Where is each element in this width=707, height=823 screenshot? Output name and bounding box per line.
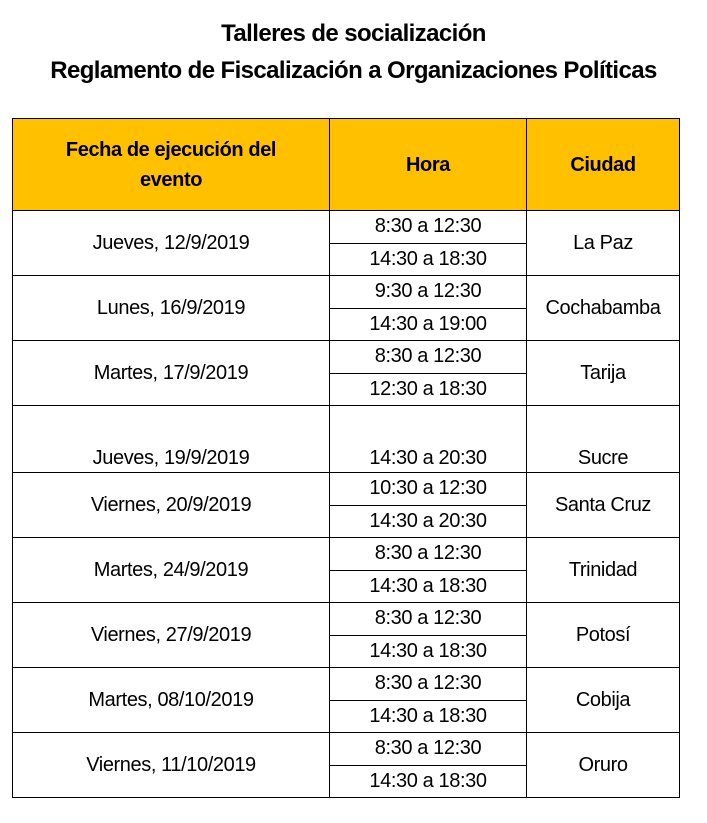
time-cell: 14:30 a 18:30 (330, 243, 527, 276)
table-row (13, 406, 680, 473)
time-cell: 8:30 a 12:30 (330, 538, 527, 571)
time-cell: 14:30 a 18:30 (330, 765, 527, 798)
table-row (13, 733, 680, 766)
table-row (13, 603, 680, 636)
table-row (13, 668, 680, 701)
table-row (13, 276, 680, 309)
header-city: Ciudad (527, 119, 680, 211)
title-line-1: Talleres de socialización (221, 20, 486, 47)
date-cell: Martes, 24/9/2019 (13, 538, 330, 603)
city-cell: Trinidad (527, 538, 680, 603)
header-row (13, 119, 680, 211)
time-cell: 8:30 a 12:30 (330, 341, 527, 374)
header-time: Hora (330, 119, 527, 211)
time-cell: 9:30 a 12:30 (330, 276, 527, 309)
city-cell: Oruro (527, 733, 680, 798)
time-cell: 14:30 a 20:30 (330, 406, 527, 473)
time-cell: 14:30 a 18:30 (330, 700, 527, 733)
city-cell: Cobija (527, 668, 680, 733)
time-cell: 10:30 a 12:30 (330, 473, 527, 506)
date-cell: Lunes, 16/9/2019 (13, 276, 330, 341)
header-date: Fecha de ejecución del evento (13, 119, 330, 211)
time-cell: 14:30 a 20:30 (330, 505, 527, 538)
city-cell: Cochabamba (527, 276, 680, 341)
city-cell: Potosí (527, 603, 680, 668)
time-cell: 12:30 a 18:30 (330, 373, 527, 406)
date-cell: Viernes, 11/10/2019 (13, 733, 330, 798)
time-cell: 8:30 a 12:30 (330, 603, 527, 636)
time-cell: 14:30 a 18:30 (330, 635, 527, 668)
time-cell: 8:30 a 12:30 (330, 733, 527, 766)
city-cell: Sucre (527, 406, 680, 473)
date-cell: Jueves, 19/9/2019 (13, 406, 330, 473)
date-cell: Jueves, 12/9/2019 (13, 211, 330, 276)
date-cell: Martes, 08/10/2019 (13, 668, 330, 733)
time-cell: 14:30 a 18:30 (330, 570, 527, 603)
date-cell: Martes, 17/9/2019 (13, 341, 330, 406)
time-cell: 14:30 a 19:00 (330, 308, 527, 341)
city-cell: La Paz (527, 211, 680, 276)
title-line-2: Reglamento de Fiscalización a Organizaciones Políticas (50, 57, 657, 84)
table-row (13, 341, 680, 374)
table-row (13, 473, 680, 506)
city-cell: Santa Cruz (527, 473, 680, 538)
date-cell: Viernes, 27/9/2019 (13, 603, 330, 668)
time-cell: 8:30 a 12:30 (330, 211, 527, 244)
table-row (13, 211, 680, 244)
date-cell: Viernes, 20/9/2019 (13, 473, 330, 538)
table-row (13, 538, 680, 571)
time-cell: 8:30 a 12:30 (330, 668, 527, 701)
city-cell: Tarija (527, 341, 680, 406)
schedule-table (12, 118, 680, 798)
